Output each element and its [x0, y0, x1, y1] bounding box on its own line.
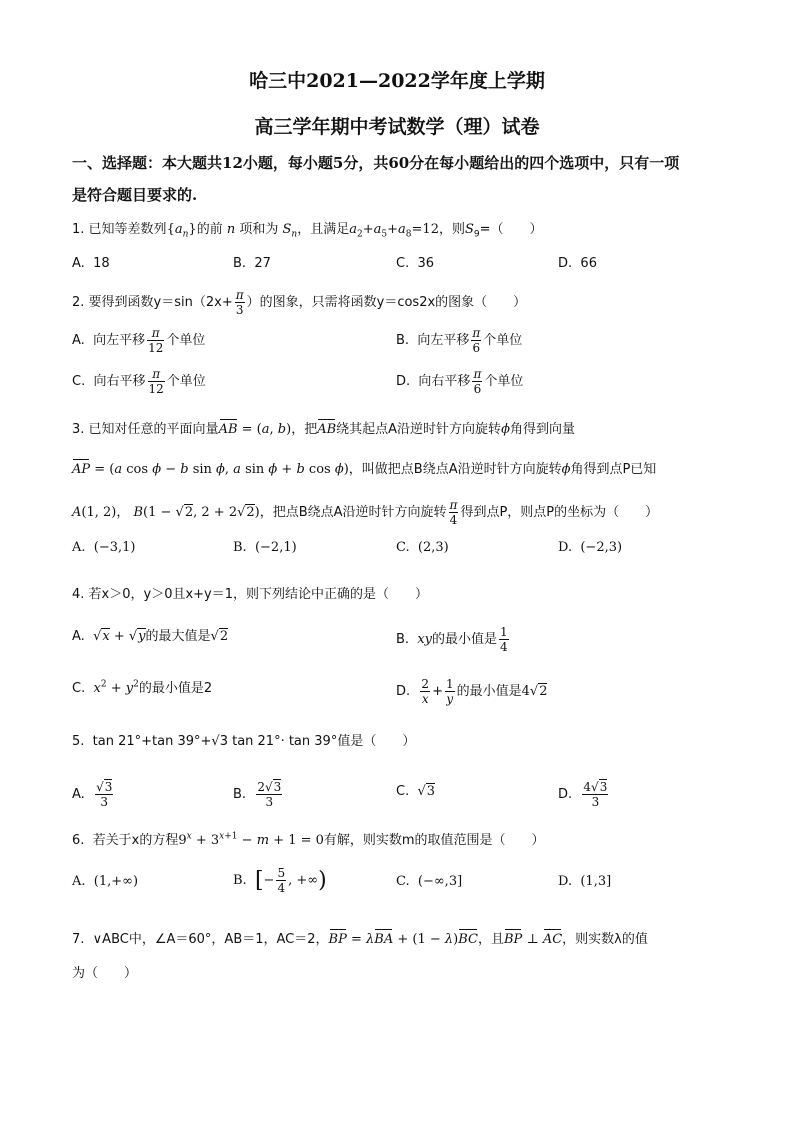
question-3-line1: 3. 已知对任意的平面向量AB = (a, b)，把AB绕其起点A沿逆时针方向旋转ϕ角得到向量 — [72, 422, 575, 437]
q4-option-b: B. xy的最小值是 $\frac{1}{4}$ — [396, 625, 508, 654]
q1-option-d: D. 66 — [558, 256, 597, 271]
question-7-line2: 为（ ） — [72, 966, 138, 981]
q5-option-c: C. √3 — [396, 784, 436, 799]
q1-text-c: 项和为 — [239, 222, 279, 237]
q7-vector-eq: BP = λBA + (1 − λ)BC — [328, 932, 478, 947]
q1-option-c: C. 36 — [396, 256, 435, 271]
pi-over-3: $\frac{\pi}{3}$ — [235, 288, 244, 317]
q2-option-c: C. 向右平移 $\frac{\pi}{12}$ 个单位 — [72, 367, 206, 396]
q6-option-c: C. (−∞,3] — [396, 874, 463, 889]
q1-num: 1. — [72, 222, 85, 237]
q6-option-d: D. (1,3] — [558, 874, 612, 889]
exam-title-line1: 哈三中2021—2022学年度上学期 — [249, 70, 545, 92]
q1-text-a: 已知等差数列 — [88, 222, 167, 237]
q3-option-c: C. (2,3) — [396, 540, 449, 555]
vector-ap-def: AP = (a cos ϕ − b sin ϕ, a sin ϕ + b cos ϕ) — [72, 462, 349, 477]
q7-perp: BP ⊥ AC — [504, 932, 563, 947]
q1-text-b: 的前 — [196, 222, 223, 237]
q5-option-d: D. $\frac{4√3}{3}$ — [558, 780, 608, 809]
question-2: 2. 要得到函数y＝sin（2x+ $\frac{\pi}{3}$ ）的图象，只需将函数y＝cos2x的图象（ ） — [72, 288, 527, 317]
points-ab: A(1, 2)， B(1 − √2, 2 + 2√2) — [72, 505, 260, 520]
question-3-line2: AP = (a cos ϕ − b sin ϕ, a sin ϕ + b cos ϕ)，叫做把点B绕点A沿逆时针方向旋转ϕ角得到点P已知 — [72, 462, 657, 477]
section-heading-line1: 一、选择题：本大题共12小题，每小题5分，共60分在每小题给出的四个选项中，只有一项 — [72, 154, 680, 172]
question-7: 7. ∨ABC中，∠A＝60°，AB＝1，AC＝2，BP = λBA + (1 − λ)BC，且BP ⊥ AC，则实数λ的值 — [72, 932, 648, 947]
question-6: 6. 若关于x的方程$9^x + 3^{x+1} - m + 1 = 0$有解，则实数m的取值范围是（ ） — [72, 831, 545, 848]
q1-text-e: ，则 — [438, 222, 465, 237]
q2-option-d: D. 向右平移 $\frac{\pi}{6}$ 个单位 — [396, 367, 524, 396]
q1-sequence: $\{a_n\}$ — [166, 222, 197, 240]
q1-condition: $a_2+a_5+a_8=12$ — [349, 222, 439, 240]
section-heading-line2: 是符合题目要求的. — [72, 186, 198, 204]
question-5: 5. tan 21°+tan 39°+√3 tan 21°· tan 39°值是（ ） — [72, 734, 416, 749]
q5-option-a: A. $\frac{√3}{3}$ — [72, 780, 113, 809]
exam-title-line2: 高三学年期中考试数学（理）试卷 — [254, 116, 540, 138]
q2-option-a: A. 向左平移 $\frac{\pi}{12}$ 个单位 — [72, 326, 206, 355]
q6-option-a: A. (1,+∞) — [72, 874, 139, 889]
q1-option-b: B. 27 — [233, 256, 271, 271]
question-1: 1. 已知等差数列$\{a_n\}$的前 n 项和为 $S_n$，且满足$a_2+a_5+a_8=12$，则$S_9=$（ ） — [72, 222, 543, 240]
q3-option-d: D. (−2,3) — [558, 540, 623, 555]
q4-option-c: C. $x^2 + y^2$的最小值是2 — [72, 679, 213, 696]
question-4: 4. 若x＞0，y＞0且x+y＝1，则下列结论中正确的是（ ） — [72, 587, 429, 602]
q3-option-b: B. (−2,1) — [233, 540, 297, 555]
q5-option-b: B. $\frac{2√3}{3}$ — [233, 780, 282, 809]
q1-text-d: ，且满足 — [297, 222, 350, 237]
q4-option-d: D. $\frac{2}{x}$ + $\frac{1}{y}$ 的最小值是4√2 — [396, 677, 548, 706]
q1-option-a: A. 18 — [72, 256, 110, 271]
q2-option-b: B. 向左平移 $\frac{\pi}{6}$ 个单位 — [396, 326, 523, 355]
vector-ab-def: AB = (a, b) — [218, 422, 292, 437]
q1-text-f: =（ ） — [479, 222, 543, 237]
question-3-line3: A(1, 2)， B(1 − √2, 2 + 2√2)，把点B绕点A沿逆时针方向旋转 $\frac{\pi}{4}$ 得到点P，则点P的坐标为（ ） — [72, 498, 659, 527]
q6-option-b: B. [− $\frac{5}{4}$ , +∞) — [233, 866, 327, 895]
q3-option-a: A. (−3,1) — [72, 540, 136, 555]
vector-ab: AB — [317, 422, 337, 437]
q4-option-a: A. √x + √y的最大值是√2 — [72, 629, 229, 644]
q6-equation: $9^x + 3^{x+1} - m + 1 = 0$ — [178, 831, 324, 848]
